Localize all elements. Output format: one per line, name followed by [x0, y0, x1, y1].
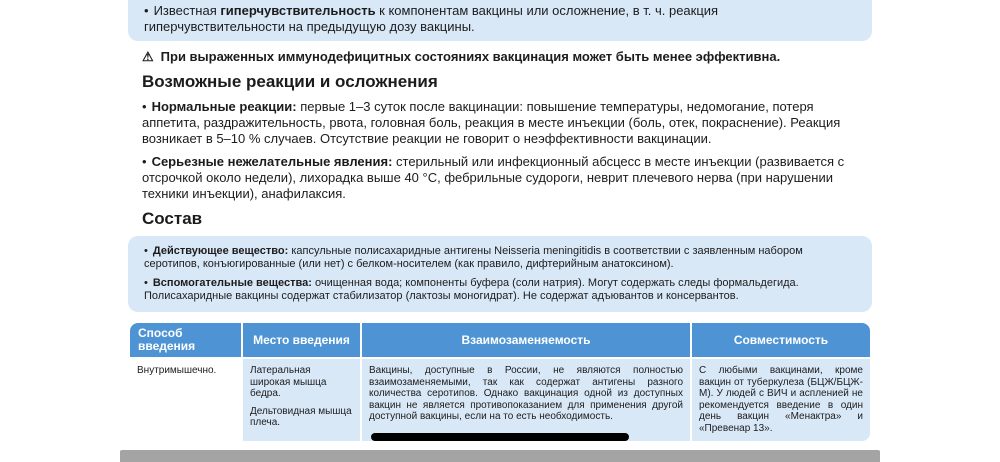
- warning-text: При выраженных иммунодефицитных состояниях вакцинация может быть менее эффективна.: [160, 49, 781, 64]
- administration-table: [128, 321, 872, 443]
- bullet-marker: •: [142, 154, 147, 169]
- reaction-serious-text: стерильный или инфекционный абсцесс в месте инъекции (развивается с отсрочкой около недели), лихорадка выше 40 °C, фебрильные судороги, неврит плечевого нерва (при нарушении техники инъекции), анафилаксия.: [142, 154, 845, 201]
- bullet-marker: •: [144, 245, 148, 257]
- contraindication-text-suffix: к компонентам вакцины или осложнение, в т. ч. реакция гиперчувствительности на предыдущую дозу вакцины.: [144, 3, 719, 34]
- reaction-normal-lead: Нормальные реакции:: [151, 99, 297, 114]
- bullet-marker: •: [142, 99, 147, 114]
- col-header-interchangeability: Взаимозаменяемость: [362, 323, 690, 357]
- reaction-bullet-normal: [142, 99, 858, 147]
- col-header-administration-route: Способ введения: [130, 323, 241, 357]
- reaction-normal-text: первые 1–3 суток после вакцинации: повышение температуры, недомогание, потеря аппетита, раздражительность, рвота, головная боль, реакция в месте инъекции (боль, отек, покраснение). Реакция возникает в 5–10 % случаев. Отсутствие реакции не говорит о неэффективности вакцинации.: [142, 99, 841, 146]
- composition-excipients: [144, 277, 856, 303]
- home-indicator[interactable]: [371, 433, 629, 441]
- section-title-reactions: Возможные реакции и осложнения: [142, 72, 438, 91]
- cell-administration-route: Внутримышечно.: [130, 359, 241, 441]
- document-content: [128, 0, 872, 443]
- bullet-marker: •: [144, 3, 149, 18]
- immunodeficiency-warning: [142, 49, 858, 65]
- table-row: [130, 359, 870, 441]
- contraindications-note-box: [128, 0, 872, 41]
- composition-box: [128, 236, 872, 312]
- contraindication-text-prefix: Известная: [153, 3, 221, 18]
- cell-interchangeability: Вакцины, доступные в России, не являются полностью взаимозаменяемыми, так как содержат антигены разного количества серотипов. Однако вакцинация одной из доступных вакцин не является противопоказанием для применения другой доступной вакцины, если на то есть необходимость.: [362, 359, 690, 441]
- injection-site-line: Латеральная широкая мышца бедра.: [250, 365, 327, 399]
- excipients-text: очищенная вода; компоненты буфера (соли натрия). Могут содержать следы формальдегида. Полисахаридные вакцины содержат стабилизатор (лактозы моногидрат). Не содержат адъювантов и консервантов.: [144, 277, 799, 302]
- col-header-injection-site: Место введения: [243, 323, 360, 357]
- bullet-marker: •: [144, 277, 148, 289]
- section-title-composition: Состав: [142, 209, 203, 228]
- bottom-bar: [120, 450, 880, 462]
- excipients-lead: Вспомогательные вещества:: [152, 277, 312, 289]
- composition-active-substance: [144, 245, 856, 271]
- col-header-compatibility: Совместимость: [692, 323, 870, 357]
- active-substance-lead: Действующее вещество:: [152, 245, 289, 257]
- contraindication-item: [144, 3, 856, 34]
- injection-site-line: Дельтовидная мышца плеча.: [250, 405, 352, 428]
- reaction-serious-lead: Серьезные нежелательные явления:: [151, 154, 393, 169]
- reaction-bullet-serious: [142, 154, 858, 202]
- table-header-row: [130, 323, 870, 357]
- active-substance-text: капсульные полисахаридные антигены Neisseria meningitidis в соответствии с заявленным набором серотипов, конъюгированные (или нет) с белком-носителем (как правило, дифтерийным анатоксином).: [144, 245, 803, 270]
- cell-injection-site: [243, 359, 360, 441]
- warning-icon: ⚠: [142, 49, 154, 64]
- cell-compatibility: С любыми вакцинами, кроме вакцин от туберкулеза (БЦЖ/БЦЖ-М). У людей с ВИЧ и аспленией не рекомендуется введение в один день вакцин «Менактра» и «Превенар 13».: [692, 359, 870, 441]
- contraindication-text-bold: гиперчувствительность: [220, 3, 376, 18]
